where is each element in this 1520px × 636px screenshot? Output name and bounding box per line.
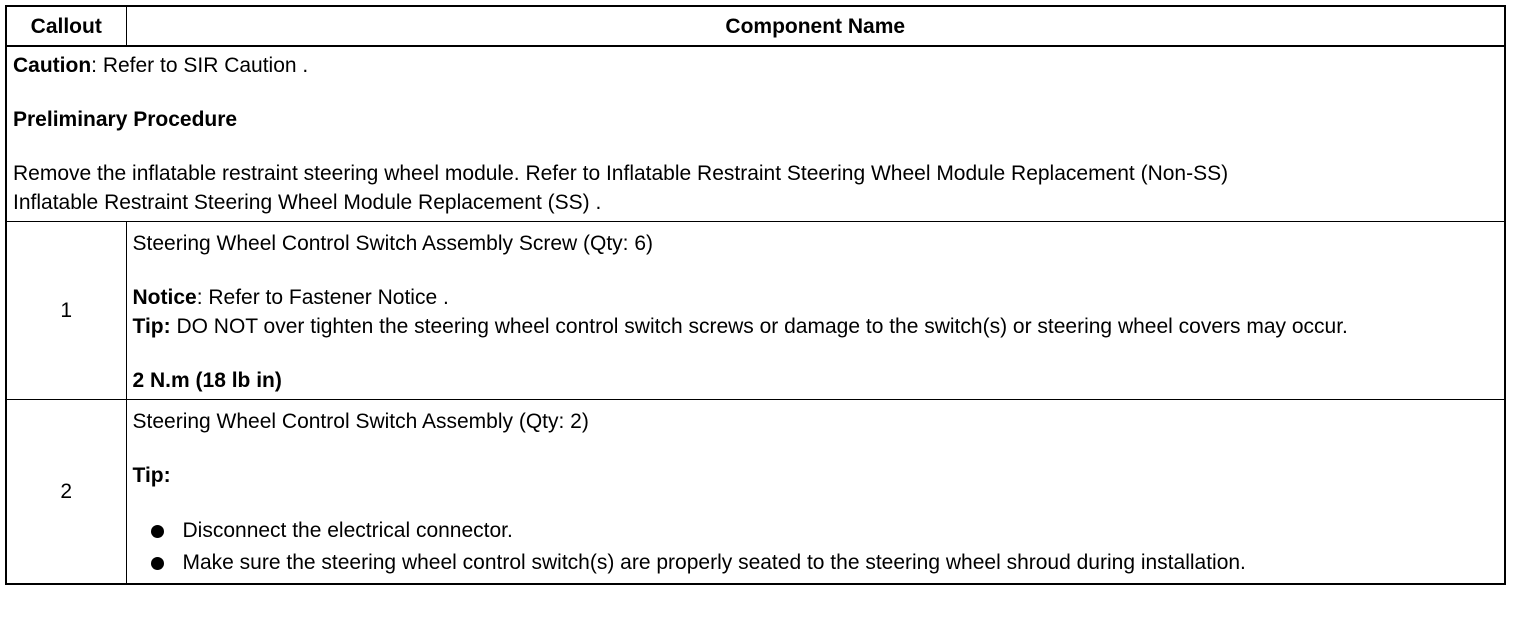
preliminary-line-2: Inflatable Restraint Steering Wheel Module Replacement (SS) . [13, 191, 602, 214]
bullet-icon [151, 525, 164, 538]
bullet-icon [151, 557, 164, 570]
caution-line [13, 51, 1500, 80]
caution-cell [6, 46, 1505, 222]
table-row [6, 222, 1505, 400]
notice-label: Notice [132, 286, 197, 309]
list-item [151, 547, 1499, 579]
component-name: Steering Wheel Control Switch Assembly Screw (Qty: 6) [132, 232, 654, 255]
bullet-text: Disconnect the electrical connector. [182, 519, 513, 542]
notice-text: : Refer to Fastener Notice . [196, 286, 449, 309]
tip-label: Tip: [132, 315, 171, 338]
component-cell [126, 400, 1505, 585]
list-item [151, 515, 1499, 547]
notice-line [133, 283, 1499, 312]
callout-header: Callout [6, 6, 126, 46]
procedure-table [5, 5, 1506, 585]
callout-number: 1 [6, 222, 126, 400]
callout-number: 2 [6, 400, 126, 585]
header-row [6, 6, 1505, 46]
component-name: Steering Wheel Control Switch Assembly (Qty: 2) [132, 410, 589, 433]
caution-label: Caution [13, 54, 92, 77]
caution-text: : Refer to SIR Caution . [91, 54, 309, 77]
component-cell [126, 222, 1505, 400]
preliminary-line-1: Remove the inflatable restraint steering wheel module. Refer to Inflatable Restraint Steering Wheel Module Replacement (Non-SS) [13, 162, 1229, 185]
tip-label: Tip: [132, 464, 171, 487]
torque-spec: 2 N.m (18 lb in) [132, 369, 282, 392]
component-name-header: Component Name [126, 6, 1505, 46]
preliminary-heading: Preliminary Procedure [13, 108, 238, 131]
tip-line [133, 312, 1499, 341]
bullet-text: Make sure the steering wheel control switch(s) are properly seated to the steering wheel shroud during installation. [182, 551, 1246, 574]
tip-text: DO NOT over tighten the steering wheel control switch screws or damage to the switch(s) or steering wheel covers may occur. [170, 315, 1348, 338]
table-row [6, 400, 1505, 585]
caution-row [6, 46, 1505, 222]
tip-bullet-list [133, 515, 1499, 579]
